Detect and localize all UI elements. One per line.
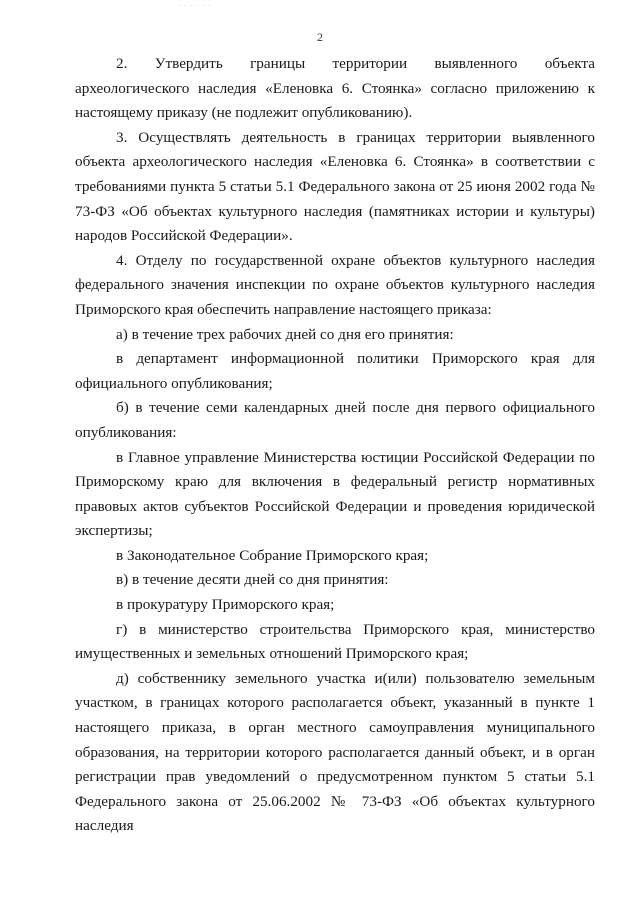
paragraph-2-approve-boundaries: 2. Утвердить границы территории выявленного объекта археологического наследия «Еленовка 6. Стоянка» согласно приложению к настоящему приказу (не подлежит опубликованию).: [75, 55, 595, 122]
paragraph-legislative-assembly: в Законодательное Собрание Приморского края;: [116, 546, 429, 564]
paragraph-3-activity-requirements: 3. Осуществлять деятельность в границах территории выявленного объекта археологического наследия «Еленовка 6. Стоянка» в соответствии с требованиями пункта 5 статьи 5.1 Федерального закона от 25 июня 2002 года № 73-ФЗ «Об объектах культурного наследия (памятниках истории и культуры) народов Российской Федерации».: [75, 128, 595, 245]
paragraph-4c-ten-days: в) в течение десяти дней со дня принятия:: [116, 571, 389, 589]
page-number: 2: [317, 30, 323, 44]
paragraph-ministry-of-justice: в Главное управление Министерства юстиции Российской Федерации по Приморскому краю для включения в федеральный регистр нормативных правовых актов субъектов Российской Федерации и проведения юридической экспертизы;: [75, 448, 595, 540]
paragraph-info-policy-department: в департамент информационной политики Приморского края для официального опубликования;: [75, 350, 595, 392]
paragraph-4b-seven-days: б) в течение семи календарных дней после дня первого официального опубликования:: [75, 399, 595, 441]
paragraph-4-department-directive: 4. Отделу по государственной охране объектов культурного наследия федерального значения инспекции по охране объектов культурного наследия Приморского края обеспечить направление настоящего приказа:: [75, 251, 595, 318]
document-body: [75, 52, 595, 839]
paragraph-4d-land-owner: д) собственнику земельного участка и(или) пользователю земельным участком, в границах которого располагается объект, указанный в пункте 1 настоящего приказа, в орган местного самоуправления муниципального образования, на территории которого располагается данный объект, и в орган регистрации прав уведомлений о предусмотренном пунктом 5 статьи 5.1 Федерального закона от 25.06.2002 № 73-ФЗ «Об объектах культурного наследия: [75, 669, 595, 835]
paragraph-prosecutor-office: в прокуратуру Приморского края;: [116, 596, 335, 614]
scan-mark: · · · · · ·: [178, 2, 212, 10]
paragraph-4g-ministries: г) в министерство строительства Приморского края, министерство имущественных и земельных отношений Приморского края;: [75, 620, 595, 663]
paragraph-4a-three-days: а) в течение трех рабочих дней со дня его принятия:: [116, 325, 454, 343]
